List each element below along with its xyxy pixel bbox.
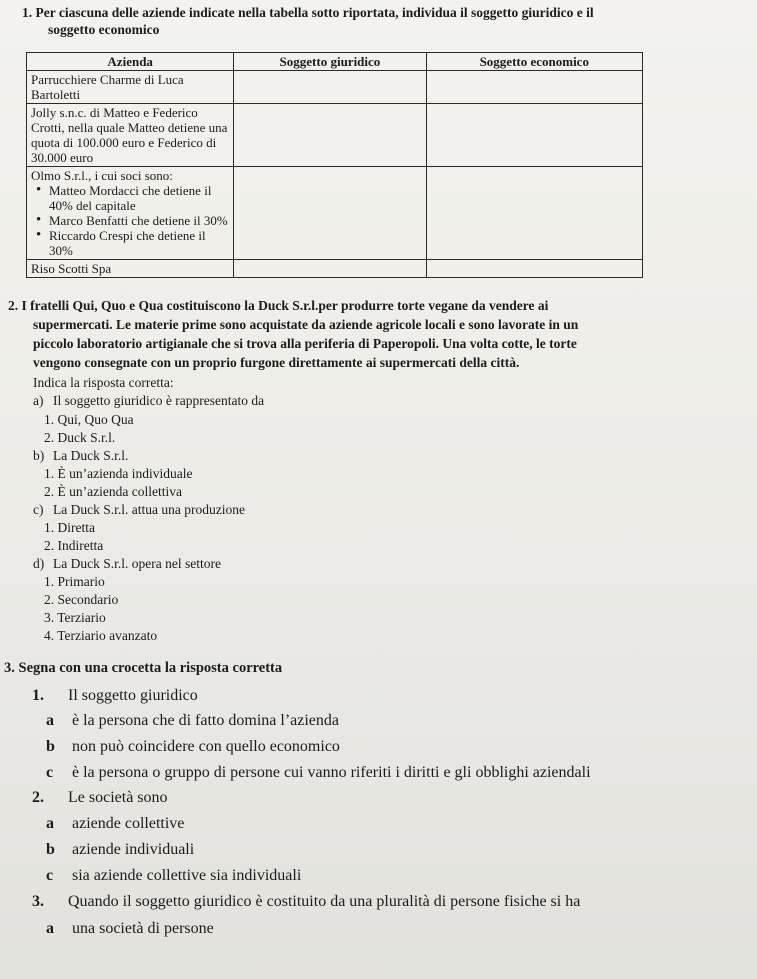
item-letter: d) [33, 556, 45, 571]
table-header-row [27, 53, 643, 71]
option-text: sia aziende collettive sia individuali [72, 867, 302, 884]
q3-number: 3. [4, 660, 15, 676]
q3-sub-1 [32, 687, 198, 705]
item-stem: La Duck S.r.l. [53, 448, 129, 463]
q3-option[interactable] [46, 920, 214, 938]
q3-sub-3 [32, 893, 580, 911]
q2-option[interactable]: 2. Duck S.r.l. [44, 430, 116, 445]
sub-stem: Le società sono [68, 789, 168, 806]
q2-option[interactable]: 2. Secondario [44, 592, 119, 607]
option-text: una società di persone [72, 920, 214, 937]
q2-line-1: I fratelli Qui, Quo e Qua costituiscono la Duck S.r.l.per produrre torte vegane da vendere ai [21, 298, 549, 313]
q2-item-a [33, 393, 264, 409]
q2-option[interactable]: 3. Terziario [44, 610, 106, 625]
item-stem: Il soggetto giuridico è rappresentato da [53, 393, 265, 408]
q2-option[interactable]: 2. È un’azienda collettiva [44, 484, 182, 499]
q2-item-d [33, 556, 221, 572]
q2-line-2: supermercati. Le materie prime sono acquistate da aziende agricole locali e sono lavorate in un [33, 317, 579, 332]
q3-option[interactable] [46, 815, 184, 833]
cell-soggetto-giuridico[interactable] [234, 260, 426, 278]
option-text: aziende individuali [72, 841, 195, 858]
option-letter: b [46, 841, 55, 858]
cell-intro: Olmo S.r.l., i cui soci sono: [31, 168, 173, 183]
list-item: • Marco Benfatti che detiene il 30% [49, 213, 229, 228]
table-row [27, 104, 643, 167]
q2-option[interactable]: 1. Diretta [44, 520, 95, 535]
table-row [27, 71, 643, 104]
q2-item-c [33, 502, 245, 518]
q2-instruction: Indica la risposta corretta: [33, 375, 174, 390]
q3-option[interactable] [46, 712, 339, 730]
q3-option[interactable] [46, 867, 301, 885]
option-letter: b [46, 738, 55, 755]
cell-soggetto-giuridico[interactable] [234, 71, 426, 104]
question-1 [22, 4, 594, 38]
table-row [27, 260, 643, 278]
header-soggetto-giuridico: Soggetto giuridico [234, 53, 426, 71]
item-letter: b) [33, 448, 45, 463]
cell-soggetto-economico[interactable] [426, 167, 642, 260]
option-letter: c [46, 867, 54, 884]
option-letter: a [46, 815, 54, 832]
option-text: è la persona che di fatto domina l’azienda [72, 712, 339, 729]
cell-soggetto-giuridico[interactable] [234, 104, 426, 167]
q2-option[interactable]: 1. Qui, Quo Qua [44, 412, 134, 427]
option-letter: c [46, 764, 54, 781]
item-stem: La Duck S.r.l. attua una produzione [53, 502, 245, 517]
sub-number: 3. [32, 893, 44, 910]
q1-text-line1: Per ciascuna delle aziende indicate nella tabella sotto riportata, individua il soggetto giuridico e il [35, 5, 594, 20]
cell-azienda: Parrucchiere Charme di Luca Bartoletti [27, 71, 234, 104]
q2-line-3: piccolo laboratorio artigianale che si trova alla periferia di Paperopoli. Una volta cotte, le torte [33, 336, 577, 351]
cell-soggetto-giuridico[interactable] [234, 167, 426, 260]
q2-option[interactable]: 1. Primario [44, 574, 105, 589]
q2-option[interactable]: 2. Indiretta [44, 538, 104, 553]
q2-line-4: vengono consegnate con un proprio furgone direttamente ai supermercati della città. [33, 355, 520, 370]
cell-soggetto-economico[interactable] [426, 260, 642, 278]
q2-number: 2. [8, 298, 19, 313]
q1-text-line2: soggetto economico [48, 22, 160, 37]
question-3 [4, 660, 282, 677]
header-soggetto-economico: Soggetto economico [426, 53, 642, 71]
item-stem: La Duck S.r.l. opera nel settore [53, 556, 221, 571]
option-text: non può coincidere con quello economico [72, 738, 340, 755]
question-2 [8, 296, 578, 372]
q3-option[interactable] [46, 738, 340, 756]
list-item: • Matteo Mordacci che detiene il 40% del capitale [49, 183, 229, 213]
option-letter: a [46, 712, 54, 729]
option-text: aziende collettive [72, 815, 185, 832]
q2-option[interactable]: 1. È un’azienda individuale [44, 466, 193, 481]
cell-soggetto-economico[interactable] [426, 71, 642, 104]
item-letter: c) [33, 502, 44, 517]
list-item: • Riccardo Crespi che detiene il 30% [49, 228, 229, 258]
sub-stem: Il soggetto giuridico [68, 687, 198, 704]
q2-item-b [33, 448, 128, 464]
partners-list [31, 183, 229, 258]
cell-azienda: Riso Scotti Spa [27, 260, 234, 278]
option-letter: a [46, 920, 54, 937]
q3-option[interactable] [46, 841, 194, 859]
companies-table [26, 52, 643, 278]
sub-number: 2. [32, 789, 44, 806]
q2-option[interactable]: 4. Terziario avanzato [44, 628, 158, 643]
sub-number: 1. [32, 687, 44, 704]
table-row [27, 167, 643, 260]
sub-stem: Quando il soggetto giuridico è costituito da una pluralità di persone fisiche si ha [68, 893, 581, 910]
cell-azienda: Jolly s.n.c. di Matteo e Federico Crotti, nella quale Matteo detiene una quota di 100.000 euro e Federico di 30.000 euro [27, 104, 234, 167]
q1-number: 1. [22, 5, 33, 20]
q3-title: Segna con una crocetta la risposta corretta [18, 660, 283, 676]
q3-option[interactable] [46, 764, 591, 782]
item-letter: a) [33, 393, 44, 408]
header-azienda: Azienda [27, 53, 234, 71]
option-text: è la persona o gruppo di persone cui vanno riferiti i diritti e gli obblighi aziendali [72, 764, 591, 781]
cell-azienda [27, 167, 234, 260]
q3-sub-2 [32, 789, 168, 807]
cell-soggetto-economico[interactable] [426, 104, 642, 167]
